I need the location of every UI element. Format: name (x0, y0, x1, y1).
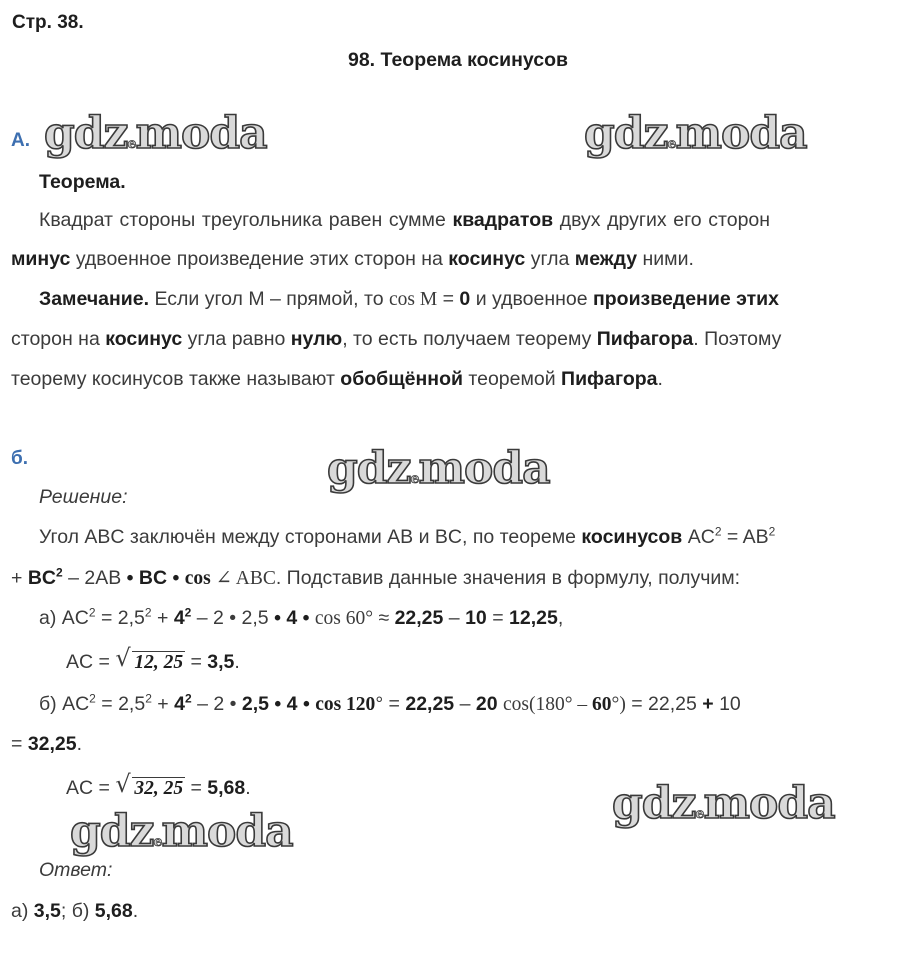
watermark-logo: gdzemoda (44, 108, 267, 159)
solution-line-a-result: AC = √ 12, 25 = 3,5. (66, 644, 240, 673)
theorem-heading: Теорема. (39, 171, 126, 193)
remark-line-1: Замечание. Если угол М – прямой, то cos M = 0 и удвоенное произведение этих (39, 288, 779, 310)
solution-label: Решение: (39, 486, 128, 508)
answer-label: Ответ: (39, 859, 113, 881)
watermark-logo: gdzemoda (612, 778, 835, 829)
remark-line-2: сторон на косинус угла равно нулю, то есть получаем теорему Пифагора. Поэтому (11, 328, 782, 350)
page-number: Стр. 38. (12, 12, 84, 33)
watermark-logo: gdzemoda (584, 108, 807, 159)
solution-line-b-cont: = 32,25. (11, 733, 83, 755)
solution-line-a: а) $AC^2 = 2,5^2 + 4^2 - 2$ • 2,5 • 4 • cos 60° ≈ 22,25 – 10 = 12,25, (39, 605, 564, 629)
solution-line-1: Угол ABC заключён между сторонами AB и BC, по теореме косинусов $AC^2 = AB^2$ (39, 524, 776, 548)
watermark-logo: gdzemoda (70, 806, 293, 857)
section-marker-a: А. (11, 130, 30, 151)
answer-line: а) 3,5; б) 5,68. (11, 900, 139, 922)
solution-line-2: + $BC^2 - 2AB$ • BC • cos ∠ ABC. Подставив данные значения в формулу, получим: (11, 565, 741, 589)
theorem-line-1: Квадрат стороны треугольника равен сумме квадратов двух других его сторон (39, 209, 771, 231)
solution-line-b: б) $AC^2 = 2,5^2 + 4^2 - 2$ • 2,5 • 4 • cos 120° = 22,25 – 20 cos(180° – 60°) = 22,25 + 10 (39, 691, 741, 715)
section-marker-b: б. (11, 448, 29, 469)
solution-line-b-result: AC = √ 32, 25 = 5,68. (66, 770, 251, 799)
sqrt-expression: √ 12, 25 (115, 644, 184, 673)
watermark-logo: gdzemoda (327, 443, 550, 494)
remark-line-3: теорему косинусов также называют обобщённой теоремой Пифагора. (11, 368, 663, 390)
page-title: 98. Теорема косинусов (347, 49, 569, 71)
theorem-line-2: минус удвоенное произведение этих сторон на косинус угла между ними. (11, 248, 694, 270)
sqrt-expression: √ 32, 25 (115, 770, 184, 799)
